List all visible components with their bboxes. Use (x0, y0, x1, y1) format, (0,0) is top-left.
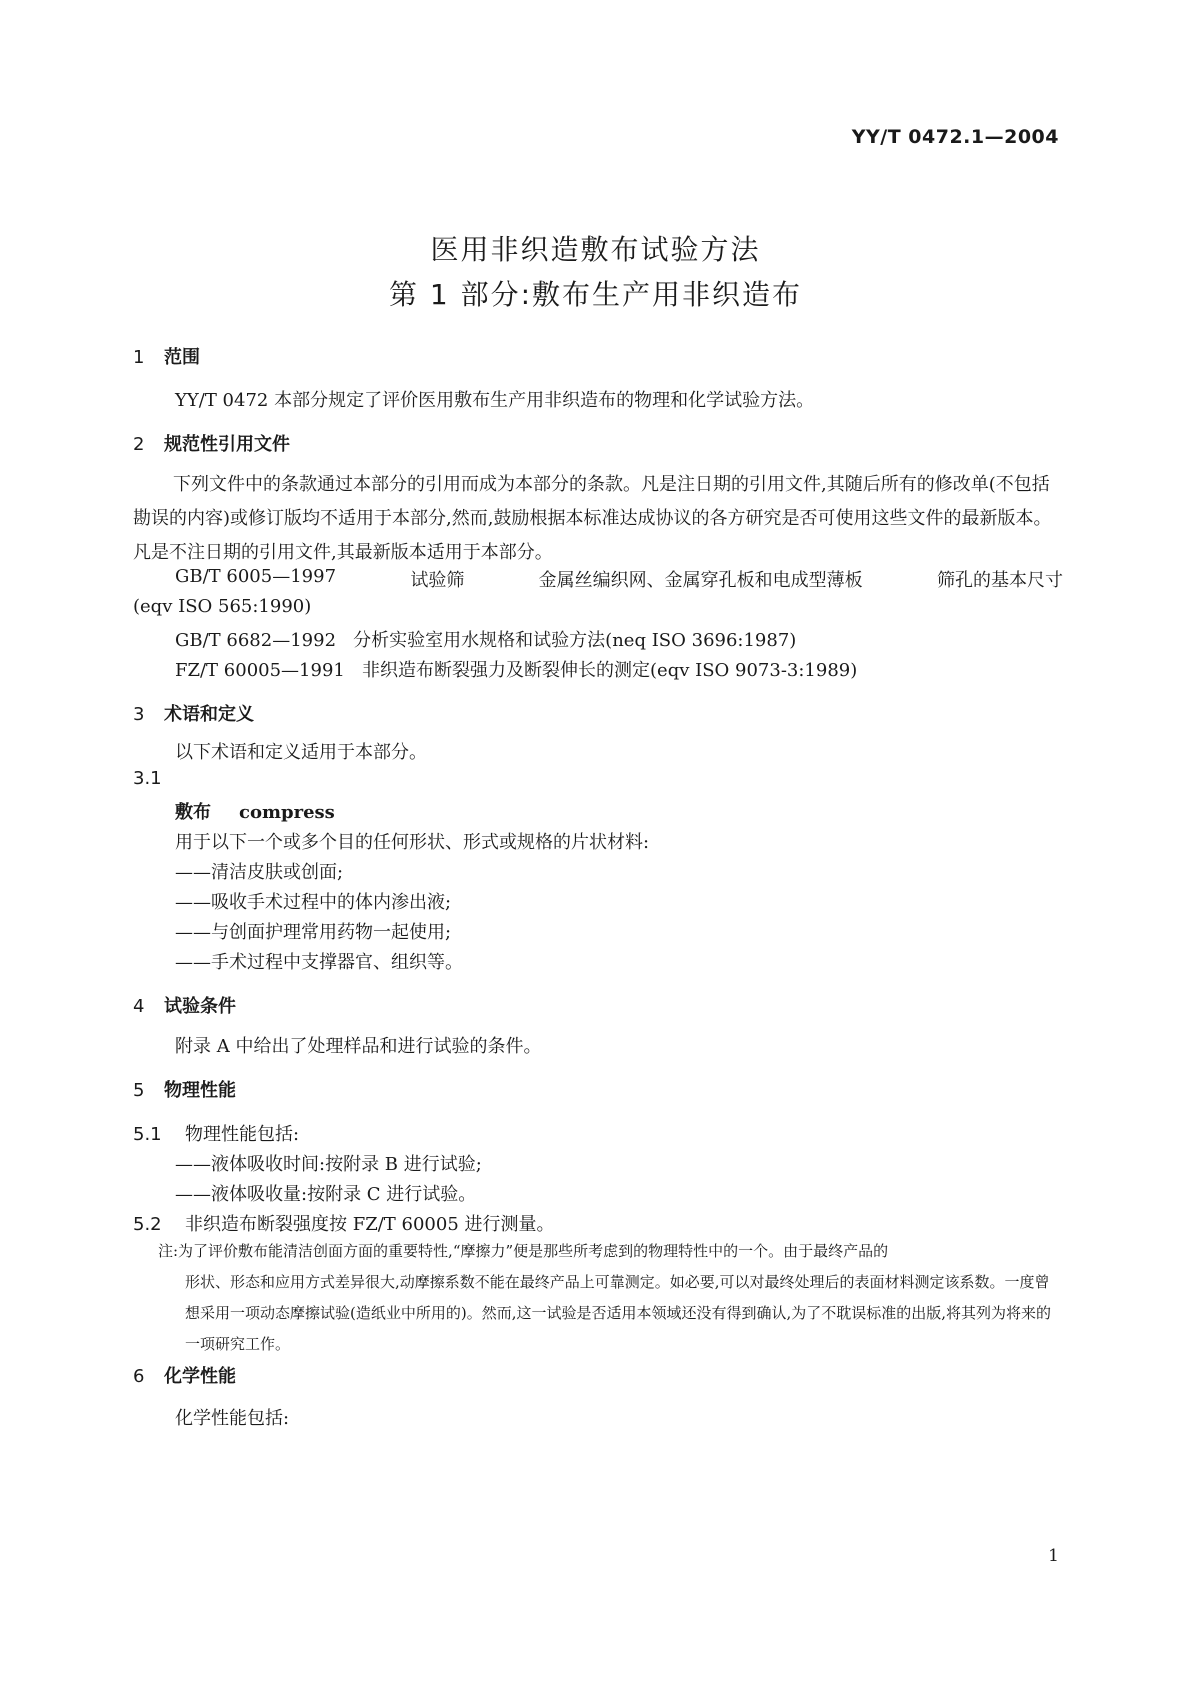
note-continuation: 形状、形态和应用方式差异很大,动摩擦系数不能在最终产品上可靠测定。如必要,可以对最终处理后的表面材料测定该系数。一度曾想采用一项动态摩擦试验(造纸业中所用的)。然而,这一试验是否适用本领域还没有得到确认,为了不耽误标准的出版,将其列为将来的一项研究工作。 (185, 1273, 1052, 1353)
reference-1-title-b: 金属丝编织网、金属穿孔板和电成型薄板 (538, 570, 863, 591)
section-6-heading (133, 1362, 236, 1388)
term-english: compress (239, 802, 335, 823)
section-5-heading (133, 1076, 236, 1102)
title-line-1: 医用非织造敷布试验方法 (430, 233, 761, 266)
section-number: 2 (133, 434, 145, 455)
subsection-text: 物理性能包括: (185, 1124, 300, 1145)
section-1-heading (133, 343, 200, 369)
section-title: 试验条件 (164, 996, 236, 1017)
note-first-line: 注:为了评价敷布能清洁创面方面的重要特性,“摩擦力”便是那些所考虑到的物理特性中的一个。由于最终产品的 (158, 1242, 889, 1260)
section-title: 化学性能 (164, 1366, 236, 1387)
list-item: ——手术过程中支撑器官、组织等。 (175, 952, 463, 973)
section-6-text: 化学性能包括: (175, 1408, 290, 1429)
note (158, 1236, 1063, 1360)
subsection-5-1 (133, 1120, 299, 1146)
list-item: ——吸收手术过程中的体内渗出液; (175, 892, 452, 913)
section-number: 5 (133, 1080, 145, 1101)
section-number: 6 (133, 1366, 145, 1387)
subsection-text: 非织造布断裂强度按 FZ/T 60005 进行测量。 (185, 1214, 555, 1235)
reference-2: GB/T 6682—1992 分析实验室用水规格和试验方法(neq ISO 3696:1987) (175, 630, 797, 651)
section-number: 1 (133, 347, 145, 368)
reference-1-title-a: 试验筛 (410, 570, 465, 591)
reference-1-continued: (eqv ISO 565:1990) (133, 596, 312, 617)
section-number: 4 (133, 996, 145, 1017)
section-title: 物理性能 (164, 1080, 236, 1101)
section-3-text: 以下术语和定义适用于本部分。 (175, 742, 427, 763)
list-item: ——液体吸收量:按附录 C 进行试验。 (175, 1184, 477, 1205)
list-item: ——清洁皮肤或创面; (175, 862, 344, 883)
term-chinese: 敷布 (175, 802, 211, 823)
section-title: 范围 (164, 347, 200, 368)
reference-1 (175, 566, 1063, 592)
document-code: YY/T 0472.1—2004 (851, 126, 1059, 148)
section-title: 规范性引用文件 (164, 434, 290, 455)
section-2-paragraph: 下列文件中的条款通过本部分的引用而成为本部分的条款。凡是注日期的引用文件,其随后所有的修改单(不包括勘误的内容)或修订版均不适用于本部分,然而,鼓励根据本标准达成协议的各方研究是否可使用这些文件的最新版本。凡是不注日期的引用文件,其最新版本适用于本部分。 (133, 474, 1052, 563)
reference-1-code: GB/T 6005—1997 (175, 566, 337, 587)
subsection-number: 5.1 (133, 1124, 162, 1145)
subsection-3-1-number: 3.1 (133, 768, 162, 789)
section-1-text: YY/T 0472 本部分规定了评价医用敷布生产用非织造布的物理和化学试验方法。 (175, 390, 815, 411)
reference-1-title-c: 筛孔的基本尺寸 (937, 570, 1063, 591)
section-3-heading (133, 700, 254, 726)
section-number: 3 (133, 704, 145, 725)
page-number: 1 (1048, 1546, 1059, 1566)
list-item: ——液体吸收时间:按附录 B 进行试验; (175, 1154, 482, 1175)
section-title: 术语和定义 (164, 704, 254, 725)
section-4-text: 附录 A 中给出了处理样品和进行试验的条件。 (175, 1036, 542, 1057)
term-entry (175, 798, 335, 824)
section-2-heading (133, 430, 290, 456)
section-4-heading (133, 992, 236, 1018)
subsection-5-2 (133, 1210, 555, 1236)
subsection-number: 5.2 (133, 1214, 162, 1235)
term-definition: 用于以下一个或多个目的任何形状、形式或规格的片状材料: (175, 832, 650, 853)
title-line-2: 第 1 部分:敷布生产用非织造布 (388, 278, 803, 311)
reference-3: FZ/T 60005—1991 非织造布断裂强力及断裂伸长的测定(eqv ISO 9073-3:1989) (175, 660, 858, 681)
list-item: ——与创面护理常用药物一起使用; (175, 922, 452, 943)
